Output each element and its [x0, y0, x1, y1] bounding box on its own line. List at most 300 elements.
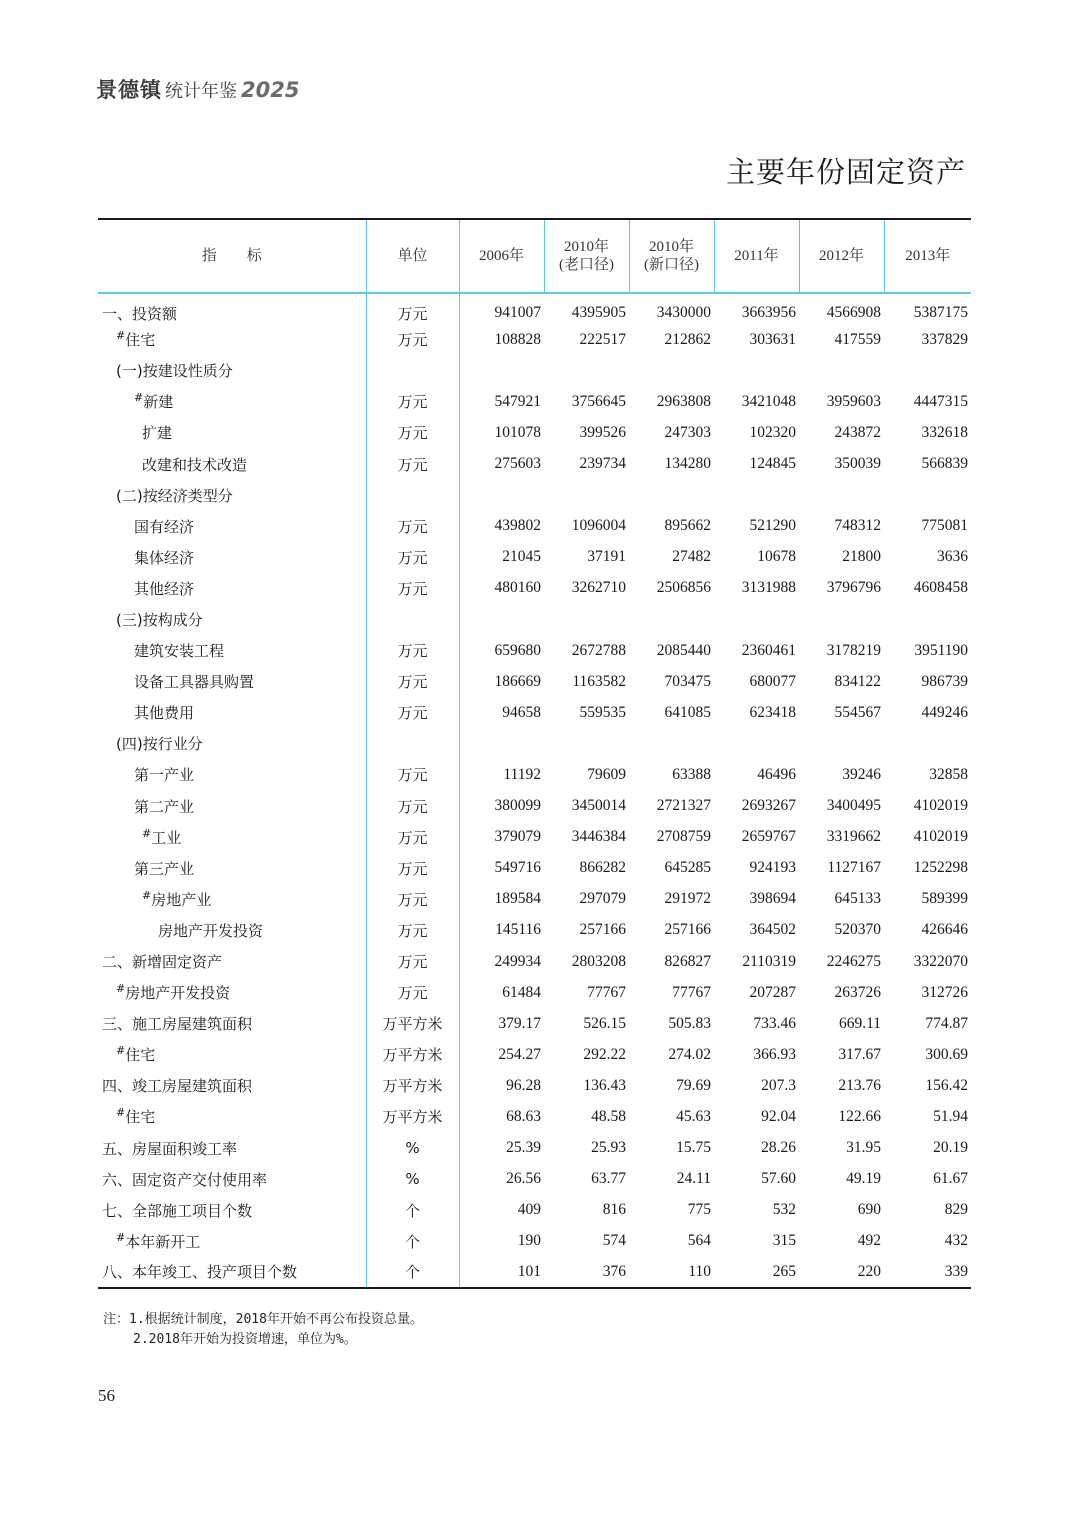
value-cell: 57.60 [761, 1170, 796, 1188]
sub-item-mark: # [116, 329, 126, 343]
value-cell: 61484 [502, 983, 541, 1001]
value-cell: 108828 [494, 330, 541, 348]
value-cell: 136.43 [583, 1076, 626, 1094]
table-row [98, 448, 971, 479]
value-cell: 1163582 [572, 672, 626, 690]
value-cell: 1252298 [913, 859, 968, 877]
value-cell: 703475 [664, 672, 711, 690]
value-cell: 3951190 [914, 641, 968, 659]
value-cell: 4102019 [913, 828, 968, 846]
value-cell [459, 355, 544, 386]
value-cell [629, 355, 714, 386]
row-unit: 万元 [366, 293, 459, 324]
value-cell: 274.02 [668, 1045, 711, 1063]
value-cell [884, 604, 971, 635]
value-cell: 337829 [921, 330, 968, 348]
value-cell: 1096004 [571, 517, 626, 535]
value-cell: 110 [629, 1257, 714, 1288]
row-unit: 万平方米 [366, 1039, 459, 1070]
value-cell: 3756645 [571, 392, 626, 410]
table-row [98, 511, 971, 542]
table-row [98, 822, 971, 853]
row-label-text: 国有经济 [134, 517, 195, 536]
value-cell: 2708759 [656, 828, 711, 846]
row-label-text: 改建和技术改造 [142, 455, 248, 474]
value-cell: 220 [799, 1257, 884, 1288]
value-cell: 156.42 [925, 1076, 968, 1094]
value-cell: 986739 [921, 672, 968, 690]
value-cell [459, 728, 544, 759]
row-label-text: 五、房屋面积竣工率 [102, 1139, 238, 1158]
table-row [98, 1133, 971, 1164]
value-cell: 645285 [664, 859, 711, 877]
row-label-text: (三)按构成分 [116, 610, 203, 629]
row-unit: 万元 [366, 915, 459, 946]
value-cell: 574 [602, 1232, 626, 1250]
value-cell: 492 [857, 1232, 881, 1250]
row-label [98, 728, 366, 759]
table-row [98, 759, 971, 790]
value-cell: 189584 [494, 890, 541, 908]
header-year [629, 219, 714, 293]
row-label-text: 住宅 [125, 331, 156, 350]
value-cell: 263726 [834, 983, 881, 1001]
table-row [98, 1226, 971, 1257]
value-cell: 49.19 [846, 1170, 881, 1188]
row-label [98, 697, 366, 728]
table-row [98, 635, 971, 666]
page-title: 主要年份固定资产 [725, 155, 966, 189]
value-cell: 669.11 [838, 1014, 881, 1032]
header-year-line2: (新口径) [644, 257, 699, 273]
value-cell: 2693267 [741, 797, 796, 815]
value-cell: 21045 [502, 548, 541, 566]
sub-item-mark: # [142, 888, 152, 902]
value-cell: 79.69 [676, 1076, 711, 1094]
value-cell: 122.66 [838, 1107, 881, 1125]
value-cell: 680077 [749, 672, 796, 690]
row-label [98, 1039, 366, 1070]
value-cell: 417559 [834, 330, 881, 348]
row-label-text: 第二产业 [134, 797, 195, 816]
value-cell: 4608458 [913, 579, 968, 597]
value-cell: 2659767 [741, 828, 796, 846]
value-cell: 774.87 [925, 1014, 968, 1032]
sub-item-mark: # [116, 982, 126, 996]
value-cell: 2085440 [656, 641, 711, 659]
value-cell [459, 480, 544, 511]
value-cell: 3319662 [826, 828, 881, 846]
value-cell: 11192 [503, 765, 541, 783]
header-year [714, 219, 799, 293]
row-label-text: 房地产开发投资 [158, 921, 264, 940]
value-cell: 20.19 [933, 1139, 968, 1157]
row-label [98, 355, 366, 386]
footnote: 注：1.根据统计制度，2018年开始不再公布投资总量。 [103, 1312, 423, 1327]
table-row [98, 1101, 971, 1132]
row-unit: 个 [366, 1226, 459, 1257]
value-cell: 31.95 [846, 1139, 881, 1157]
value-cell [884, 480, 971, 511]
value-cell: 32858 [929, 765, 968, 783]
table-header-row [98, 219, 971, 293]
value-cell: 292.22 [583, 1045, 626, 1063]
value-cell: 366.93 [753, 1045, 796, 1063]
row-label [98, 1070, 366, 1101]
header-year-line1: 2010年 [563, 239, 609, 255]
row-label-text: 建筑安装工程 [134, 642, 225, 661]
header-year-line1: 2013年 [905, 248, 951, 264]
value-cell: 291972 [664, 890, 711, 908]
value-cell: 549716 [494, 859, 541, 877]
row-label [98, 1008, 366, 1039]
row-unit: 个 [366, 1195, 459, 1226]
value-cell: 37191 [587, 548, 626, 566]
value-cell [714, 604, 799, 635]
row-unit: 万元 [366, 511, 459, 542]
value-cell: 257166 [579, 921, 626, 939]
table-row [98, 1195, 971, 1226]
value-cell: 645133 [834, 890, 881, 908]
value-cell: 300.69 [925, 1045, 968, 1063]
value-cell: 733.46 [753, 1014, 796, 1032]
value-cell: 589399 [921, 890, 968, 908]
value-cell: 39246 [842, 765, 881, 783]
row-label-text: 一、投资额 [102, 304, 178, 323]
row-label-text: 第一产业 [134, 766, 195, 785]
page-number: 56 [98, 1386, 115, 1405]
value-cell: 2506856 [656, 579, 711, 597]
header-brand: 景德镇 [96, 78, 162, 102]
value-cell: 521290 [749, 517, 796, 535]
value-cell: 409 [517, 1201, 541, 1219]
value-cell: 68.63 [506, 1107, 541, 1125]
table-row [98, 604, 971, 635]
value-cell: 243872 [834, 423, 881, 441]
row-unit: 万元 [366, 542, 459, 573]
row-unit: 万元 [366, 666, 459, 697]
table-row [98, 977, 971, 1008]
row-label [98, 759, 366, 790]
value-cell: 297079 [579, 890, 626, 908]
row-label-text: 八、本年竣工、投产项目个数 [102, 1263, 298, 1282]
value-cell: 25.93 [591, 1139, 626, 1157]
value-cell: 25.39 [506, 1139, 541, 1157]
value-cell: 247303 [664, 423, 711, 441]
table-row [98, 480, 971, 511]
value-cell: 399526 [579, 423, 626, 441]
row-unit: 万元 [366, 946, 459, 977]
value-cell [629, 480, 714, 511]
value-cell: 212862 [664, 330, 711, 348]
value-cell: 566839 [921, 455, 968, 473]
value-cell [629, 728, 714, 759]
row-unit: 万元 [366, 791, 459, 822]
row-label-text: 住宅 [125, 1046, 156, 1065]
value-cell: 559535 [579, 703, 626, 721]
row-label-text: 扩建 [142, 424, 173, 443]
value-cell: 520370 [834, 921, 881, 939]
row-label [98, 511, 366, 542]
value-cell: 303631 [749, 330, 796, 348]
row-label-text: 集体经济 [134, 548, 195, 567]
value-cell: 3421048 [741, 392, 796, 410]
value-cell: 547921 [494, 392, 541, 410]
row-unit: 万平方米 [366, 1101, 459, 1132]
value-cell: 439802 [494, 517, 541, 535]
value-cell: 186669 [494, 672, 541, 690]
header-year [544, 219, 629, 293]
row-label [98, 1195, 366, 1226]
value-cell: 3430000 [656, 304, 711, 322]
value-cell: 3446384 [571, 828, 626, 846]
value-cell: 2803208 [571, 952, 626, 970]
row-label [98, 480, 366, 511]
row-label [98, 1164, 366, 1195]
row-label [98, 977, 366, 1008]
value-cell: 5387175 [913, 304, 968, 322]
value-cell: 48.58 [591, 1107, 626, 1125]
value-cell: 1127167 [827, 859, 881, 877]
row-label-text: 新建 [143, 393, 174, 412]
table-row [98, 542, 971, 573]
value-cell: 28.26 [761, 1139, 796, 1157]
header-book-title: 统计年鉴 [165, 81, 237, 102]
value-cell: 222517 [579, 330, 626, 348]
row-unit [366, 604, 459, 635]
row-label [98, 386, 366, 417]
header-year [884, 219, 971, 293]
value-cell: 2360461 [741, 641, 796, 659]
value-cell: 254.27 [498, 1045, 541, 1063]
row-unit: 万平方米 [366, 1070, 459, 1101]
row-unit [366, 480, 459, 511]
value-cell: 63.77 [591, 1170, 626, 1188]
table-row [98, 1257, 971, 1288]
row-label-text: 房地产开发投资 [125, 984, 231, 1003]
value-cell: 3322070 [913, 952, 968, 970]
value-cell: 3178219 [826, 641, 881, 659]
value-cell: 895662 [664, 517, 711, 535]
value-cell: 3131988 [741, 579, 796, 597]
value-cell [714, 355, 799, 386]
value-cell: 4102019 [913, 797, 968, 815]
value-cell: 77767 [587, 983, 626, 1001]
header-year [459, 219, 544, 293]
sub-item-mark: # [116, 1106, 126, 1120]
value-cell: 101 [459, 1257, 544, 1288]
value-cell: 775 [687, 1201, 711, 1219]
row-label [98, 1226, 366, 1257]
value-cell [799, 604, 884, 635]
value-cell: 2246275 [826, 952, 881, 970]
value-cell: 317.67 [838, 1045, 881, 1063]
table-row [98, 884, 971, 915]
value-cell: 826827 [664, 952, 711, 970]
value-cell: 379079 [494, 828, 541, 846]
value-cell: 775081 [921, 517, 968, 535]
row-unit: 万元 [366, 386, 459, 417]
header-year: 2025 [241, 78, 300, 102]
value-cell: 3262710 [571, 579, 626, 597]
row-unit: 万元 [366, 759, 459, 790]
value-cell: 432 [944, 1232, 968, 1250]
value-cell [799, 355, 884, 386]
value-cell [544, 480, 629, 511]
row-label [98, 604, 366, 635]
value-cell: 102320 [749, 423, 796, 441]
value-cell: 3450014 [571, 797, 626, 815]
sub-item-mark: # [116, 1230, 126, 1244]
table-row [98, 666, 971, 697]
value-cell: 207.3 [761, 1076, 796, 1094]
value-cell: 339 [884, 1257, 971, 1288]
value-cell: 3400495 [826, 797, 881, 815]
value-cell: 94658 [502, 703, 541, 721]
value-cell: 15.75 [676, 1139, 711, 1157]
value-cell: 2110319 [742, 952, 796, 970]
row-unit: 万元 [366, 822, 459, 853]
sub-item-mark: # [142, 826, 152, 840]
row-label-text: 六、固定资产交付使用率 [102, 1170, 268, 1189]
row-label [98, 822, 366, 853]
header-year-line1: 2011年 [734, 248, 779, 264]
row-label-text: 工业 [151, 828, 182, 847]
row-label [98, 946, 366, 977]
row-label-text: 二、新增固定资产 [102, 953, 223, 972]
row-unit: 万元 [366, 884, 459, 915]
row-label [98, 324, 366, 355]
value-cell: 265 [714, 1257, 799, 1288]
value-cell: 77767 [672, 983, 711, 1001]
row-label [98, 915, 366, 946]
row-unit: 万元 [366, 635, 459, 666]
value-cell: 554567 [834, 703, 881, 721]
fixed-assets-table [98, 218, 971, 1289]
value-cell: 275603 [494, 455, 541, 473]
value-cell: 3636 [937, 548, 968, 566]
row-label [98, 448, 366, 479]
value-cell: 21800 [842, 548, 881, 566]
value-cell: 748312 [834, 517, 881, 535]
value-cell: 213.76 [838, 1076, 881, 1094]
header-year-line2: (老口径) [559, 257, 614, 273]
table-row [98, 728, 971, 759]
header-year-line1: 2006年 [478, 248, 524, 264]
value-cell: 449246 [921, 703, 968, 721]
row-label [98, 853, 366, 884]
value-cell: 45.63 [676, 1107, 711, 1125]
table-row [98, 697, 971, 728]
row-label-text: (一)按建设性质分 [116, 362, 233, 381]
value-cell: 101078 [494, 423, 541, 441]
value-cell: 816 [602, 1201, 626, 1219]
value-cell: 10678 [757, 548, 796, 566]
value-cell: 4395905 [571, 304, 626, 322]
row-label-text: 第三产业 [134, 859, 195, 878]
row-label-text: 其他费用 [134, 704, 195, 723]
value-cell: 623418 [749, 703, 796, 721]
value-cell: 379.17 [498, 1014, 541, 1032]
value-cell: 3796796 [826, 579, 881, 597]
row-label-text: 房地产业 [151, 890, 212, 909]
value-cell: 124845 [749, 455, 796, 473]
value-cell [544, 604, 629, 635]
footnote: 2.2018年开始为投资增速，单位为%。 [133, 1332, 357, 1347]
header-year-line1: 2010年 [648, 239, 694, 255]
value-cell: 190 [517, 1232, 541, 1250]
row-unit: 万元 [366, 448, 459, 479]
value-cell: 27482 [672, 548, 711, 566]
value-cell: 2963808 [656, 392, 711, 410]
row-label [98, 884, 366, 915]
header-year [799, 219, 884, 293]
running-header [96, 74, 299, 104]
row-label-text: 设备工具器具购置 [134, 673, 255, 692]
table-body [98, 293, 971, 1288]
row-unit: 万元 [366, 324, 459, 355]
value-cell: 641085 [664, 703, 711, 721]
value-cell [714, 728, 799, 759]
table-row [98, 946, 971, 977]
value-cell: 480160 [494, 579, 541, 597]
row-label [98, 1133, 366, 1164]
row-label [98, 1101, 366, 1132]
table-row [98, 791, 971, 822]
table-row [98, 1070, 971, 1101]
value-cell [629, 604, 714, 635]
value-cell: 315 [772, 1232, 796, 1250]
value-cell: 364502 [749, 921, 796, 939]
table-row [98, 386, 971, 417]
value-cell [799, 480, 884, 511]
row-label [98, 635, 366, 666]
value-cell: 4566908 [826, 304, 881, 322]
value-cell: 4447315 [913, 392, 968, 410]
value-cell: 564 [687, 1232, 711, 1250]
value-cell: 79609 [587, 765, 626, 783]
table-row [98, 1039, 971, 1070]
value-cell: 2672788 [571, 641, 626, 659]
row-label [98, 791, 366, 822]
value-cell [799, 728, 884, 759]
value-cell: 532 [772, 1201, 796, 1219]
row-label-text: 四、竣工房屋建筑面积 [102, 1077, 253, 1096]
table-row [98, 1008, 971, 1039]
value-cell: 207287 [749, 983, 796, 1001]
footnotes [103, 1310, 423, 1350]
table-row [98, 417, 971, 448]
value-cell [544, 355, 629, 386]
row-label-text: 本年新开工 [125, 1232, 201, 1251]
row-unit: 个 [366, 1257, 459, 1288]
value-cell: 834122 [834, 672, 881, 690]
value-cell: 350039 [834, 455, 881, 473]
row-label [98, 417, 366, 448]
row-label-text: (二)按经济类型分 [116, 486, 233, 505]
value-cell: 941007 [494, 304, 541, 322]
value-cell [544, 728, 629, 759]
table-row [98, 355, 971, 386]
value-cell: 2721327 [656, 797, 711, 815]
row-unit: 万元 [366, 977, 459, 1008]
table-row [98, 915, 971, 946]
sub-item-mark: # [134, 391, 144, 405]
row-label-text: 三、施工房屋建筑面积 [102, 1015, 253, 1034]
value-cell: 24.11 [676, 1170, 711, 1188]
value-cell: 134280 [664, 455, 711, 473]
row-unit [366, 355, 459, 386]
